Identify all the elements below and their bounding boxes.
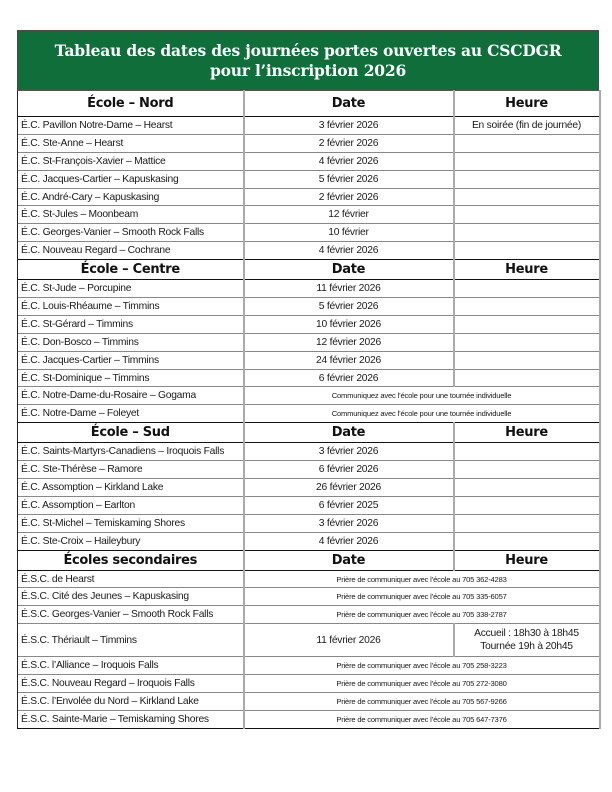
open-house-date: 4 février 2026	[244, 242, 454, 260]
section-header-sud	[18, 423, 600, 443]
table-row	[18, 242, 600, 260]
table-row	[18, 351, 600, 369]
open-house-time	[454, 496, 600, 514]
open-house-time: En soirée (fin de journée)	[454, 117, 600, 135]
table-row	[18, 117, 600, 135]
open-house-date: 24 février 2026	[244, 351, 454, 369]
open-house-time	[454, 369, 600, 387]
open-house-date: 5 février 2026	[244, 298, 454, 316]
contact-note: Prière de communiquer avec l’école au 705 258-3223	[244, 657, 600, 675]
table-row	[18, 170, 600, 188]
open-house-date: 11 février 2026	[244, 280, 454, 298]
open-house-time	[454, 188, 600, 206]
school-name: É.S.C. l’Alliance – Iroquois Falls	[18, 657, 244, 675]
open-house-date: 10 février 2026	[244, 315, 454, 333]
school-name: É.C. Assomption – Kirkland Lake	[18, 479, 244, 497]
column-header-time: Heure	[454, 423, 600, 443]
open-house-date: 10 février	[244, 224, 454, 242]
open-house-date: 3 février 2026	[244, 117, 454, 135]
contact-note: Prière de communiquer avec l’école au 705 272-3080	[244, 675, 600, 693]
table-row	[18, 588, 600, 606]
contact-note: Prière de communiquer avec l’école au 705 567-9266	[244, 693, 600, 711]
contact-note: Prière de communiquer avec l’école au 705 335-6057	[244, 588, 600, 606]
school-name: É.C. Notre-Dame – Foleyet	[18, 405, 244, 423]
open-house-date: 12 février	[244, 206, 454, 224]
contact-note: Prière de communiquer avec l’école au 705 362-4283	[244, 570, 600, 588]
open-house-time	[454, 242, 600, 260]
table-row	[18, 206, 600, 224]
open-house-date: 26 février 2026	[244, 479, 454, 497]
column-header-date: Date	[244, 423, 454, 443]
open-house-date: 4 février 2026	[244, 532, 454, 550]
contact-note: Communiquez avec l’école pour une tournée individuelle	[244, 405, 600, 423]
school-name: É.S.C. Georges-Vanier – Smooth Rock Falls	[18, 606, 244, 624]
school-name: É.S.C. Cité des Jeunes – Kapuskasing	[18, 588, 244, 606]
school-name: É.S.C. l’Envolée du Nord – Kirkland Lake	[18, 693, 244, 711]
contact-note: Communiquez avec l’école pour une tournée individuelle	[244, 387, 600, 405]
open-house-time	[454, 443, 600, 461]
open-house-time	[454, 298, 600, 316]
section-header-nord	[18, 91, 600, 117]
school-name: É.C. Saints-Martyrs-Canadiens – Iroquois Falls	[18, 443, 244, 461]
open-house-date: 6 février 2026	[244, 461, 454, 479]
open-house-table	[17, 90, 601, 729]
section-header-centre	[18, 260, 600, 280]
school-name: É.C. Louis-Rhéaume – Timmins	[18, 298, 244, 316]
open-house-time	[454, 315, 600, 333]
table-row	[18, 532, 600, 550]
table-row	[18, 443, 600, 461]
table-row	[18, 570, 600, 588]
school-name: É.C. André-Cary – Kapuskasing	[18, 188, 244, 206]
column-header-school: Écoles secondaires	[18, 550, 244, 570]
school-name: É.C. St-Jude – Porcupine	[18, 280, 244, 298]
school-name: É.C. Georges-Vanier – Smooth Rock Falls	[18, 224, 244, 242]
school-name: É.C. St-Jules – Moonbeam	[18, 206, 244, 224]
table-row	[18, 675, 600, 693]
school-name: É.C. Jacques-Cartier – Kapuskasing	[18, 170, 244, 188]
table-row	[18, 188, 600, 206]
open-house-time	[454, 170, 600, 188]
open-house-date: 6 février 2026	[244, 369, 454, 387]
open-house-time	[454, 224, 600, 242]
school-name: É.C. St-François-Xavier – Mattice	[18, 152, 244, 170]
table-row	[18, 333, 600, 351]
table-row	[18, 657, 600, 675]
table-row	[18, 315, 600, 333]
open-house-time	[454, 152, 600, 170]
school-name: É.S.C. Sainte-Marie – Temiskaming Shores	[18, 710, 244, 728]
open-house-date: 2 février 2026	[244, 188, 454, 206]
time-tour: Tournée 19h à 20h45	[480, 641, 573, 653]
school-name: É.C. Ste-Thérèse – Ramore	[18, 461, 244, 479]
column-header-date: Date	[244, 260, 454, 280]
open-house-time	[454, 351, 600, 369]
document-title-line2: pour l’inscription 2026	[209, 60, 407, 80]
school-name: É.C. Ste-Anne – Hearst	[18, 134, 244, 152]
contact-note: Prière de communiquer avec l’école au 705 647-7376	[244, 710, 600, 728]
school-name: É.C. Nouveau Regard – Cochrane	[18, 242, 244, 260]
section-header-secondaires	[18, 550, 600, 570]
column-header-time: Heure	[454, 260, 600, 280]
column-header-school: École – Sud	[18, 423, 244, 443]
school-name: É.C. Notre-Dame-du-Rosaire – Gogama	[18, 387, 244, 405]
column-header-date: Date	[244, 91, 454, 117]
document-title-banner	[17, 30, 599, 90]
open-house-time	[454, 333, 600, 351]
table-row	[18, 405, 600, 423]
contact-note: Prière de communiquer avec l’école au 705 338-2787	[244, 606, 600, 624]
open-house-time	[454, 479, 600, 497]
open-house-document	[17, 30, 599, 729]
school-name: É.S.C. Nouveau Regard – Iroquois Falls	[18, 675, 244, 693]
table-row	[18, 369, 600, 387]
open-house-time	[454, 624, 600, 657]
open-house-time	[454, 532, 600, 550]
table-row	[18, 134, 600, 152]
open-house-date: 4 février 2026	[244, 152, 454, 170]
table-row	[18, 479, 600, 497]
open-house-date: 12 février 2026	[244, 333, 454, 351]
table-row	[18, 624, 600, 657]
time-welcome: Accueil : 18h30 à 18h45	[474, 628, 579, 640]
column-header-time: Heure	[454, 550, 600, 570]
school-name: É.S.C. Thériault – Timmins	[18, 624, 244, 657]
open-house-date: 2 février 2026	[244, 134, 454, 152]
column-header-time: Heure	[454, 91, 600, 117]
school-name: É.C. St-Michel – Temiskaming Shores	[18, 514, 244, 532]
open-house-time	[454, 134, 600, 152]
open-house-date: 3 février 2026	[244, 514, 454, 532]
table-row	[18, 693, 600, 711]
open-house-time	[454, 514, 600, 532]
school-name: É.C. St-Gérard – Timmins	[18, 315, 244, 333]
open-house-date: 5 février 2026	[244, 170, 454, 188]
table-row	[18, 606, 600, 624]
school-name: É.S.C. de Hearst	[18, 570, 244, 588]
open-house-time	[454, 280, 600, 298]
table-row	[18, 152, 600, 170]
school-name: É.C. St-Dominique – Timmins	[18, 369, 244, 387]
document-title-line1: Tableau des dates des journées portes ouvertes au CSCDGR	[54, 40, 562, 60]
column-header-date: Date	[244, 550, 454, 570]
table-row	[18, 461, 600, 479]
open-house-date: 3 février 2026	[244, 443, 454, 461]
school-name: É.C. Pavillon Notre-Dame – Hearst	[18, 117, 244, 135]
open-house-date: 11 février 2026	[244, 624, 454, 657]
table-row	[18, 496, 600, 514]
table-row	[18, 280, 600, 298]
open-house-time	[454, 206, 600, 224]
table-row	[18, 224, 600, 242]
school-name: É.C. Assomption – Earlton	[18, 496, 244, 514]
table-row	[18, 710, 600, 728]
school-name: É.C. Don-Bosco – Timmins	[18, 333, 244, 351]
school-name: É.C. Ste-Croix – Haileybury	[18, 532, 244, 550]
school-name: É.C. Jacques-Cartier – Timmins	[18, 351, 244, 369]
open-house-date: 6 février 2025	[244, 496, 454, 514]
column-header-school: École – Nord	[18, 91, 244, 117]
table-row	[18, 387, 600, 405]
table-row	[18, 298, 600, 316]
column-header-school: École – Centre	[18, 260, 244, 280]
table-row	[18, 514, 600, 532]
open-house-time	[454, 461, 600, 479]
